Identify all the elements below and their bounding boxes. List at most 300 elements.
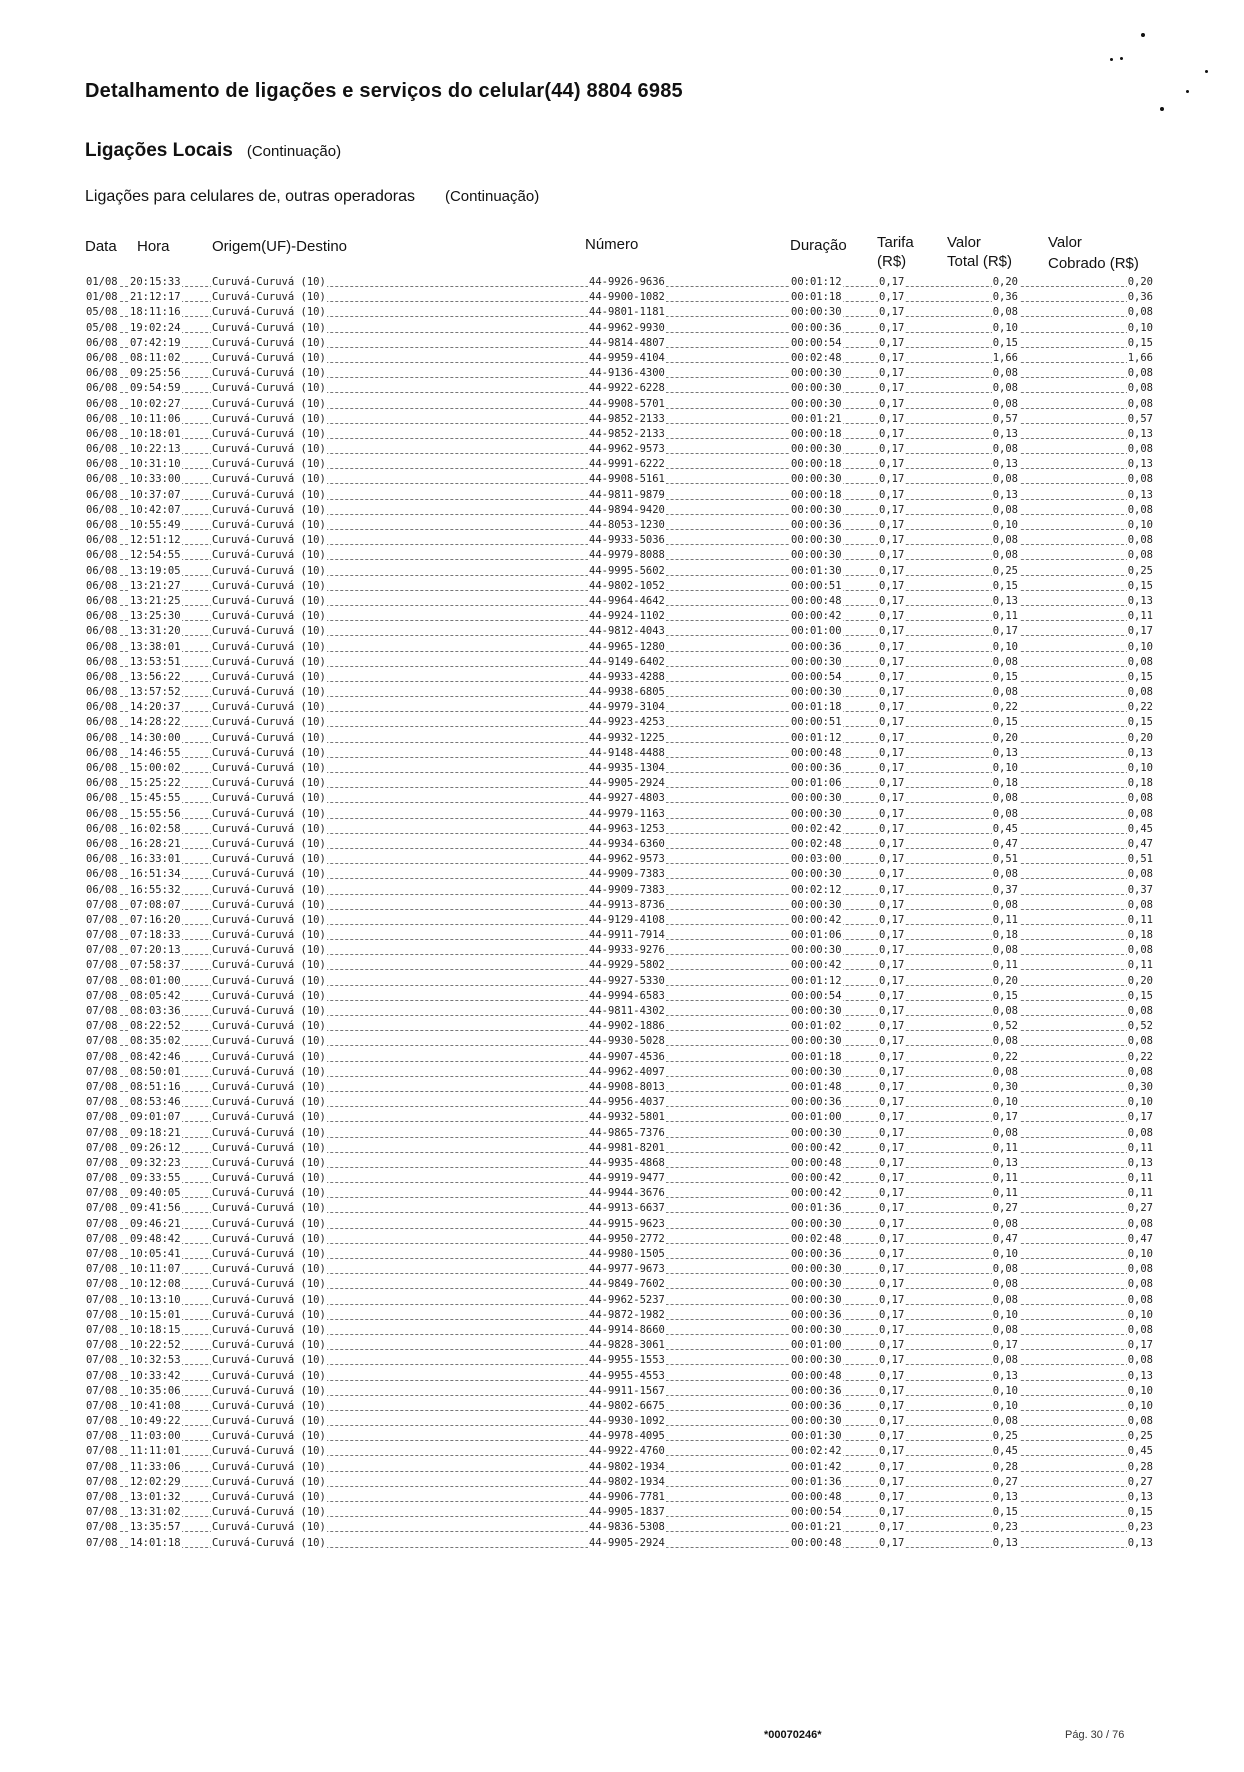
table-row (85, 518, 1154, 533)
cell-data: 06/08 (86, 564, 118, 577)
cell-origem-destino: Curuvá-Curuvá (10) (212, 822, 326, 835)
table-row (85, 1034, 1154, 1049)
cell-hora: 14:28:22 (130, 716, 181, 729)
cell-data: 07/08 (86, 1491, 118, 1503)
table-row (85, 1004, 1154, 1019)
cell-hora: 08:50:01 (130, 1065, 181, 1078)
cell-data: 07/08 (86, 1111, 118, 1124)
cell-duracao: 00:00:30 (791, 443, 842, 456)
cell-valor-total: 0,45 (992, 1445, 1018, 1458)
cell-duracao: 00:00:42 (791, 610, 842, 623)
cell-tarifa: 0,17 (879, 1460, 905, 1473)
table-row (85, 867, 1154, 882)
cell-valor-cobrado: 0,15 (1127, 670, 1153, 683)
cell-tarifa: 0,17 (879, 929, 905, 942)
cell-origem-destino: Curuvá-Curuvá (10) (212, 276, 326, 288)
cell-data: 06/08 (86, 488, 118, 501)
table-row (85, 624, 1154, 639)
cell-valor-cobrado: 0,18 (1127, 929, 1153, 942)
cell-hora: 10:15:01 (130, 1308, 181, 1321)
cell-duracao: 00:01:00 (791, 1339, 842, 1352)
cell-valor-total: 0,13 (992, 594, 1018, 607)
table-row (85, 1186, 1154, 1201)
cell-valor-total: 0,27 (992, 1475, 1018, 1488)
cell-valor-cobrado: 0,27 (1127, 1475, 1153, 1488)
cell-numero: 44-9906-7781 (589, 1491, 665, 1503)
cell-origem-destino: Curuvá-Curuvá (10) (212, 488, 326, 501)
cell-hora: 13:57:52 (130, 686, 181, 699)
cell-hora: 08:01:00 (130, 974, 181, 987)
cell-valor-cobrado: 0,08 (1127, 1126, 1153, 1139)
cell-origem-destino: Curuvá-Curuvá (10) (212, 427, 326, 440)
cell-tarifa: 0,17 (879, 1035, 905, 1048)
cell-valor-total: 0,10 (992, 1399, 1018, 1412)
cell-valor-total: 0,27 (992, 1202, 1018, 1215)
cell-data: 07/08 (86, 959, 118, 972)
cell-hora: 07:42:19 (130, 336, 181, 349)
cell-valor-cobrado: 0,08 (1127, 868, 1153, 881)
cell-origem-destino: Curuvá-Curuvá (10) (212, 458, 326, 471)
cell-origem-destino: Curuvá-Curuvá (10) (212, 1035, 326, 1048)
cell-duracao: 00:00:30 (791, 944, 842, 957)
cell-valor-cobrado: 0,10 (1127, 640, 1153, 653)
cell-origem-destino: Curuvá-Curuvá (10) (212, 1126, 326, 1139)
cell-duracao: 00:02:12 (791, 883, 842, 896)
cell-data: 07/08 (86, 929, 118, 942)
cell-data: 07/08 (86, 944, 118, 957)
col-header-data: Data (85, 238, 117, 255)
cell-valor-cobrado: 0,27 (1127, 1202, 1153, 1215)
cell-duracao: 00:02:48 (791, 837, 842, 850)
cell-numero: 44-9911-1567 (589, 1384, 665, 1397)
cell-valor-cobrado: 0,11 (1127, 959, 1153, 972)
cell-numero: 44-9911-7914 (589, 929, 665, 942)
table-row (85, 1080, 1154, 1095)
cell-origem-destino: Curuvá-Curuvá (10) (212, 883, 326, 896)
cell-numero: 44-9922-4760 (589, 1445, 665, 1458)
cell-valor-cobrado: 0,45 (1127, 822, 1153, 835)
cell-origem-destino: Curuvá-Curuvá (10) (212, 321, 326, 334)
cell-valor-total: 0,08 (992, 792, 1018, 805)
cell-valor-total: 0,08 (992, 1323, 1018, 1336)
cell-tarifa: 0,17 (879, 473, 905, 486)
cell-valor-cobrado: 0,08 (1127, 1293, 1153, 1306)
cell-duracao: 00:00:36 (791, 1248, 842, 1260)
cell-valor-cobrado: 0,11 (1127, 1172, 1153, 1185)
cell-valor-cobrado: 0,52 (1127, 1020, 1153, 1033)
cell-data: 06/08 (86, 670, 118, 683)
cell-valor-cobrado: 0,13 (1127, 427, 1153, 440)
section-heading (85, 140, 341, 162)
cell-duracao: 00:00:30 (791, 1065, 842, 1078)
cell-valor-cobrado: 0,08 (1127, 367, 1153, 380)
cell-valor-total: 0,13 (992, 1156, 1018, 1169)
cell-valor-cobrado: 0,13 (1127, 1156, 1153, 1169)
cell-origem-destino: Curuvá-Curuvá (10) (212, 1278, 326, 1291)
cell-valor-cobrado: 0,08 (1127, 944, 1153, 957)
cell-data: 06/08 (86, 640, 118, 653)
cell-valor-cobrado: 0,45 (1127, 1445, 1153, 1458)
cell-numero: 44-9905-2924 (589, 777, 665, 790)
cell-valor-total: 0,22 (992, 701, 1018, 714)
cell-origem-destino: Curuvá-Curuvá (10) (212, 306, 326, 319)
cell-valor-total: 0,15 (992, 716, 1018, 729)
cell-numero: 44-9849-7602 (589, 1278, 665, 1291)
cell-hora: 16:51:34 (130, 868, 181, 881)
cell-valor-total: 0,08 (992, 686, 1018, 699)
cell-hora: 11:03:00 (130, 1430, 181, 1443)
cell-numero: 44-9909-7383 (589, 883, 665, 896)
cell-valor-total: 0,11 (992, 1172, 1018, 1185)
cell-valor-total: 0,10 (992, 1384, 1018, 1397)
cell-origem-destino: Curuvá-Curuvá (10) (212, 1111, 326, 1124)
cell-duracao: 00:00:30 (791, 503, 842, 516)
table-row (85, 1156, 1154, 1171)
cell-origem-destino: Curuvá-Curuvá (10) (212, 1339, 326, 1352)
table-row (85, 943, 1154, 958)
cell-tarifa: 0,17 (879, 853, 905, 866)
cell-duracao: 00:01:21 (791, 1521, 842, 1534)
cell-data: 07/08 (86, 1065, 118, 1078)
cell-duracao: 00:02:48 (791, 351, 842, 364)
cell-numero: 44-9962-9930 (589, 321, 665, 334)
table-row (85, 1384, 1154, 1399)
cell-tarifa: 0,17 (879, 1506, 905, 1519)
cell-tarifa: 0,17 (879, 640, 905, 653)
cell-hora: 07:20:13 (130, 944, 181, 957)
cell-hora: 09:48:42 (130, 1232, 181, 1245)
cell-numero: 44-9994-6583 (589, 989, 665, 1002)
table-row (85, 351, 1154, 366)
cell-duracao: 00:00:30 (791, 1293, 842, 1306)
cell-hora: 16:55:32 (130, 883, 181, 896)
cell-valor-cobrado: 0,47 (1127, 837, 1153, 850)
cell-data: 07/08 (86, 1080, 118, 1093)
cell-hora: 10:02:27 (130, 397, 181, 410)
cell-valor-cobrado: 0,08 (1127, 1354, 1153, 1367)
table-row (85, 1126, 1154, 1141)
cell-numero: 44-9956-4037 (589, 1096, 665, 1109)
cell-data: 06/08 (86, 792, 118, 805)
cell-valor-total: 0,08 (992, 655, 1018, 668)
col-header-valor-cobrado-2: Cobrado (R$) (1048, 255, 1139, 272)
cell-valor-total: 0,08 (992, 1126, 1018, 1139)
cell-valor-total: 0,08 (992, 944, 1018, 957)
cell-valor-total: 0,08 (992, 1035, 1018, 1048)
cell-data: 06/08 (86, 351, 118, 364)
cell-origem-destino: Curuvá-Curuvá (10) (212, 1521, 326, 1534)
cell-numero: 44-9995-5602 (589, 564, 665, 577)
cell-origem-destino: Curuvá-Curuvá (10) (212, 1399, 326, 1412)
cell-hora: 16:33:01 (130, 853, 181, 866)
cell-tarifa: 0,17 (879, 625, 905, 638)
cell-data: 07/08 (86, 1096, 118, 1109)
cell-valor-cobrado: 0,08 (1127, 792, 1153, 805)
cell-tarifa: 0,17 (879, 944, 905, 957)
cell-valor-total: 0,47 (992, 837, 1018, 850)
cell-data: 07/08 (86, 1202, 118, 1215)
cell-valor-total: 0,20 (992, 731, 1018, 744)
cell-valor-total: 0,08 (992, 1415, 1018, 1428)
cell-hora: 10:37:07 (130, 488, 181, 501)
cell-duracao: 00:01:02 (791, 1020, 842, 1033)
cell-numero: 44-9955-4553 (589, 1369, 665, 1382)
cell-valor-total: 0,11 (992, 1187, 1018, 1200)
table-row (85, 1369, 1154, 1384)
cell-hora: 13:21:25 (130, 594, 181, 607)
cell-tarifa: 0,17 (879, 503, 905, 516)
table-row (85, 1308, 1154, 1323)
cell-hora: 09:46:21 (130, 1217, 181, 1230)
cell-origem-destino: Curuvá-Curuvá (10) (212, 1050, 326, 1063)
cell-valor-total: 0,47 (992, 1232, 1018, 1245)
cell-data: 06/08 (86, 686, 118, 699)
cell-numero: 44-9924-1102 (589, 610, 665, 623)
cell-data: 07/08 (86, 1430, 118, 1443)
cell-valor-total: 0,08 (992, 1354, 1018, 1367)
cell-tarifa: 0,17 (879, 321, 905, 334)
col-header-tarifa: Tarifa (877, 234, 914, 251)
cell-tarifa: 0,17 (879, 1369, 905, 1382)
table-row (85, 655, 1154, 670)
cell-hora: 10:41:08 (130, 1399, 181, 1412)
cell-numero: 44-9909-7383 (589, 868, 665, 881)
cell-data: 07/08 (86, 1005, 118, 1017)
cell-data: 06/08 (86, 549, 118, 562)
cell-duracao: 00:01:30 (791, 1430, 842, 1443)
cell-duracao: 00:00:48 (791, 1536, 842, 1549)
cell-data: 06/08 (86, 579, 118, 592)
col-header-valor-total-2: Total (R$) (947, 253, 1013, 270)
cell-data: 05/08 (86, 306, 118, 319)
cell-duracao: 00:00:30 (791, 655, 842, 668)
cell-numero: 44-9802-1934 (589, 1475, 665, 1488)
cell-numero: 44-9900-1082 (589, 291, 665, 304)
cell-tarifa: 0,17 (879, 883, 905, 896)
cell-valor-cobrado: 0,08 (1127, 1005, 1153, 1017)
cell-tarifa: 0,17 (879, 427, 905, 440)
cell-data: 07/08 (86, 898, 118, 911)
cell-valor-total: 0,13 (992, 746, 1018, 759)
cell-numero: 44-9908-8013 (589, 1080, 665, 1093)
cell-tarifa: 0,17 (879, 792, 905, 805)
cell-tarifa: 0,17 (879, 959, 905, 972)
cell-valor-cobrado: 0,57 (1127, 412, 1153, 425)
table-row (85, 1141, 1154, 1156)
cell-valor-total: 0,10 (992, 1248, 1018, 1260)
cell-duracao: 00:00:18 (791, 427, 842, 440)
cell-duracao: 00:00:54 (791, 1506, 842, 1519)
table-row (85, 1444, 1154, 1459)
cell-valor-total: 0,10 (992, 1096, 1018, 1109)
cell-valor-total: 0,17 (992, 1339, 1018, 1352)
cell-hora: 13:31:02 (130, 1506, 181, 1519)
cell-tarifa: 0,17 (879, 1248, 905, 1260)
table-row (85, 1460, 1154, 1475)
cell-origem-destino: Curuvá-Curuvá (10) (212, 443, 326, 456)
cell-hora: 10:05:41 (130, 1248, 181, 1260)
cell-valor-cobrado: 0,30 (1127, 1080, 1153, 1093)
cell-valor-total: 0,13 (992, 488, 1018, 501)
cell-data: 07/08 (86, 1141, 118, 1154)
cell-numero: 44-9933-4288 (589, 670, 665, 683)
cell-duracao: 00:01:00 (791, 1111, 842, 1124)
cell-valor-cobrado: 0,08 (1127, 807, 1153, 820)
page-number: Pág. 30 / 76 (1065, 1729, 1125, 1741)
table-row (85, 1323, 1154, 1338)
cell-origem-destino: Curuvá-Curuvá (10) (212, 579, 326, 592)
cell-tarifa: 0,17 (879, 822, 905, 835)
cell-hora: 11:33:06 (130, 1460, 181, 1473)
cell-tarifa: 0,17 (879, 716, 905, 729)
cell-data: 07/08 (86, 1354, 118, 1367)
cell-origem-destino: Curuvá-Curuvá (10) (212, 594, 326, 607)
cell-valor-cobrado: 0,37 (1127, 883, 1153, 896)
table-row (85, 776, 1154, 791)
table-row (85, 1201, 1154, 1216)
cell-origem-destino: Curuvá-Curuvá (10) (212, 1096, 326, 1109)
cell-numero: 44-9959-4104 (589, 351, 665, 364)
cell-numero: 44-9908-5161 (589, 473, 665, 486)
cell-data: 07/08 (86, 1399, 118, 1412)
table-row (85, 837, 1154, 852)
cell-origem-destino: Curuvá-Curuvá (10) (212, 640, 326, 653)
cell-data: 07/08 (86, 1035, 118, 1048)
table-row (85, 974, 1154, 989)
table-row (85, 731, 1154, 746)
cell-origem-destino: Curuvá-Curuvá (10) (212, 1415, 326, 1428)
cell-origem-destino: Curuvá-Curuvá (10) (212, 397, 326, 410)
cell-hora: 09:26:12 (130, 1141, 181, 1154)
cell-duracao: 00:02:48 (791, 1232, 842, 1245)
cell-numero: 44-9136-4300 (589, 367, 665, 380)
cell-numero: 44-9935-4868 (589, 1156, 665, 1169)
cell-valor-total: 0,52 (992, 1020, 1018, 1033)
cell-numero: 44-9930-1092 (589, 1415, 665, 1428)
cell-origem-destino: Curuvá-Curuvá (10) (212, 853, 326, 866)
scan-speck (1160, 107, 1164, 111)
cell-data: 07/08 (86, 1506, 118, 1519)
cell-hora: 08:35:02 (130, 1035, 181, 1048)
cell-duracao: 00:00:18 (791, 488, 842, 501)
table-row (85, 488, 1154, 503)
cell-data: 07/08 (86, 1232, 118, 1245)
cell-valor-total: 0,23 (992, 1521, 1018, 1534)
cell-origem-destino: Curuvá-Curuvá (10) (212, 913, 326, 926)
cell-duracao: 00:00:36 (791, 1384, 842, 1397)
cell-origem-destino: Curuvá-Curuvá (10) (212, 1323, 326, 1336)
cell-data: 06/08 (86, 807, 118, 820)
cell-valor-cobrado: 0,22 (1127, 701, 1153, 714)
cell-data: 05/08 (86, 321, 118, 334)
cell-data: 06/08 (86, 883, 118, 896)
cell-duracao: 00:00:51 (791, 579, 842, 592)
table-row (85, 594, 1154, 609)
cell-origem-destino: Curuvá-Curuvá (10) (212, 336, 326, 349)
table-row (85, 958, 1154, 973)
cell-numero: 44-9802-1052 (589, 579, 665, 592)
cell-valor-cobrado: 0,22 (1127, 1050, 1153, 1063)
cell-tarifa: 0,17 (879, 670, 905, 683)
cell-duracao: 00:01:06 (791, 777, 842, 790)
cell-numero: 44-9932-5801 (589, 1111, 665, 1124)
cell-numero: 44-9991-6222 (589, 458, 665, 471)
cell-valor-total: 0,28 (992, 1460, 1018, 1473)
cell-origem-destino: Curuvá-Curuvá (10) (212, 367, 326, 380)
table-row (85, 1217, 1154, 1232)
cell-hora: 10:22:52 (130, 1339, 181, 1352)
cell-numero: 44-9962-5237 (589, 1293, 665, 1306)
cell-numero: 44-9923-4253 (589, 716, 665, 729)
cell-duracao: 00:01:42 (791, 1460, 842, 1473)
cell-data: 07/08 (86, 1308, 118, 1321)
cell-tarifa: 0,17 (879, 549, 905, 562)
cell-valor-total: 0,13 (992, 427, 1018, 440)
cell-duracao: 00:03:00 (791, 853, 842, 866)
cell-valor-cobrado: 0,10 (1127, 519, 1153, 531)
table-row (85, 852, 1154, 867)
cell-numero: 44-9865-7376 (589, 1126, 665, 1139)
cell-hora: 09:01:07 (130, 1111, 181, 1124)
table-row (85, 1399, 1154, 1414)
cell-origem-destino: Curuvá-Curuvá (10) (212, 1308, 326, 1321)
table-row (85, 700, 1154, 715)
cell-data: 06/08 (86, 762, 118, 774)
cell-data: 06/08 (86, 625, 118, 638)
cell-hora: 07:18:33 (130, 929, 181, 942)
cell-tarifa: 0,17 (879, 1232, 905, 1245)
cell-origem-destino: Curuvá-Curuvá (10) (212, 1384, 326, 1397)
cell-duracao: 00:00:48 (791, 1491, 842, 1503)
cell-valor-total: 0,08 (992, 807, 1018, 820)
cell-hora: 07:08:07 (130, 898, 181, 911)
cell-duracao: 00:01:12 (791, 276, 842, 288)
table-row (85, 381, 1154, 396)
cell-numero: 44-9905-1837 (589, 1506, 665, 1519)
cell-duracao: 00:00:42 (791, 1141, 842, 1154)
cell-duracao: 00:00:30 (791, 868, 842, 881)
cell-origem-destino: Curuvá-Curuvá (10) (212, 746, 326, 759)
cell-origem-destino: Curuvá-Curuvá (10) (212, 868, 326, 881)
cell-numero: 44-9962-4097 (589, 1065, 665, 1078)
cell-duracao: 00:00:42 (791, 959, 842, 972)
cell-valor-total: 0,08 (992, 1278, 1018, 1291)
cell-numero: 44-9955-1553 (589, 1354, 665, 1367)
cell-valor-cobrado: 1,66 (1127, 351, 1153, 364)
cell-data: 01/08 (86, 291, 118, 304)
cell-tarifa: 0,17 (879, 564, 905, 577)
cell-tarifa: 0,17 (879, 488, 905, 501)
cell-duracao: 00:01:18 (791, 1050, 842, 1063)
cell-origem-destino: Curuvá-Curuvá (10) (212, 1263, 326, 1276)
scan-speck (1205, 70, 1208, 73)
col-header-tarifa-unit: (R$) (877, 253, 907, 270)
cell-tarifa: 0,17 (879, 1308, 905, 1321)
cell-data: 07/08 (86, 1293, 118, 1306)
table-row (85, 1110, 1154, 1125)
cell-valor-cobrado: 0,10 (1127, 321, 1153, 334)
cell-valor-total: 0,11 (992, 610, 1018, 623)
cell-data: 06/08 (86, 473, 118, 486)
cell-hora: 11:11:01 (130, 1445, 181, 1458)
cell-duracao: 00:00:30 (791, 898, 842, 911)
cell-tarifa: 0,17 (879, 686, 905, 699)
col-header-valor-total: Valor (947, 234, 981, 251)
cell-data: 06/08 (86, 443, 118, 456)
cell-origem-destino: Curuvá-Curuvá (10) (212, 549, 326, 562)
cell-tarifa: 0,17 (879, 382, 905, 395)
cell-origem-destino: Curuvá-Curuvá (10) (212, 670, 326, 683)
